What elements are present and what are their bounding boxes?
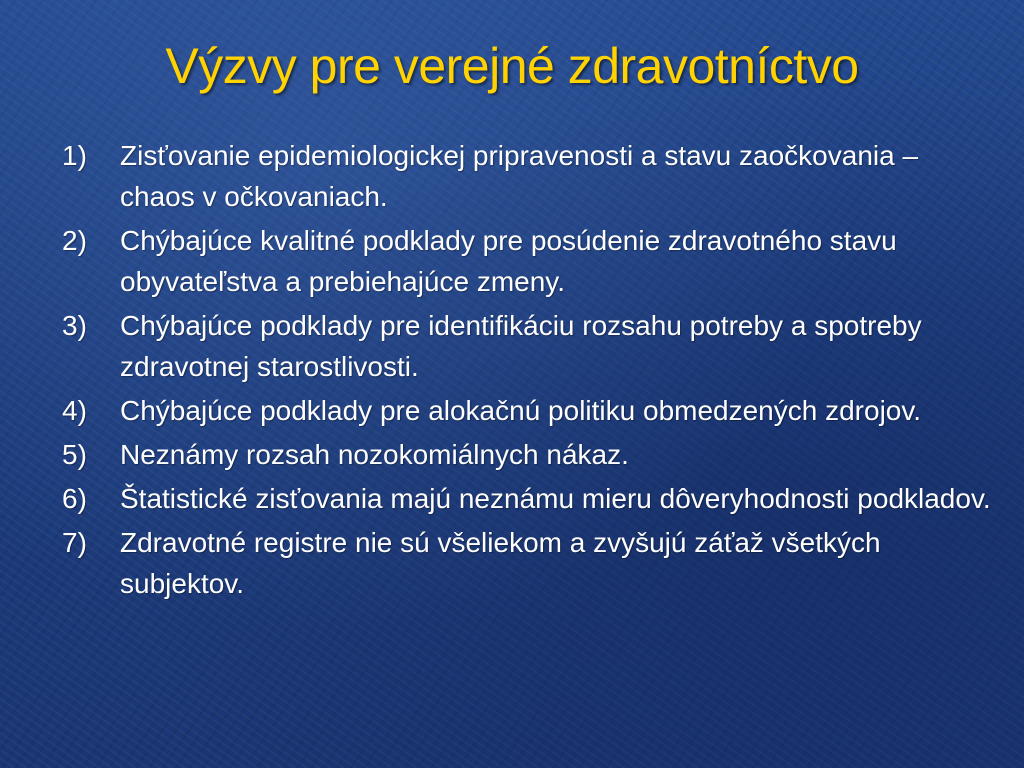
list-item-text: Štatistické zisťovania majú neznámu mieru dôveryhodnosti podkladov. xyxy=(120,483,991,514)
list-item xyxy=(62,434,992,475)
list-item-text: Chýbajúce podklady pre alokačnú politiku obmedzených zdrojov. xyxy=(120,395,922,426)
list-item-text: Chýbajúce podklady pre identifikáciu rozsahu potreby a spotreby zdravotnej starostlivosti. xyxy=(120,310,922,382)
list-item-number: 6) xyxy=(62,483,87,514)
list-item-number: 2) xyxy=(62,225,87,256)
list-item xyxy=(62,390,992,431)
list-item-number: 5) xyxy=(62,439,87,470)
list-item-number: 3) xyxy=(62,310,87,341)
list-item xyxy=(62,220,992,302)
list-item-number: 7) xyxy=(62,527,87,558)
list-item xyxy=(62,305,992,387)
list-item xyxy=(62,522,992,604)
list-item-text: Neznámy rozsah nozokomiálnych nákaz. xyxy=(120,439,629,470)
list-item-number: 4) xyxy=(62,395,87,426)
list-item xyxy=(62,135,992,217)
slide-title: Výzvy pre verejné zdravotníctvo xyxy=(165,38,859,94)
list-item-number: 1) xyxy=(62,140,87,171)
list-item-text: Zisťovanie epidemiologickej pripravenosti a stavu zaočkovania – chaos v očkovaniach. xyxy=(120,140,919,212)
list-item xyxy=(62,478,992,519)
list-item-text: Chýbajúce kvalitné podklady pre posúdenie zdravotného stavu obyvateľstva a prebiehajúce zmeny. xyxy=(120,225,897,297)
list-item-text: Zdravotné registre nie sú všeliekom a zvyšujú záťaž všetkých subjektov. xyxy=(120,527,881,599)
numbered-list xyxy=(62,135,992,607)
